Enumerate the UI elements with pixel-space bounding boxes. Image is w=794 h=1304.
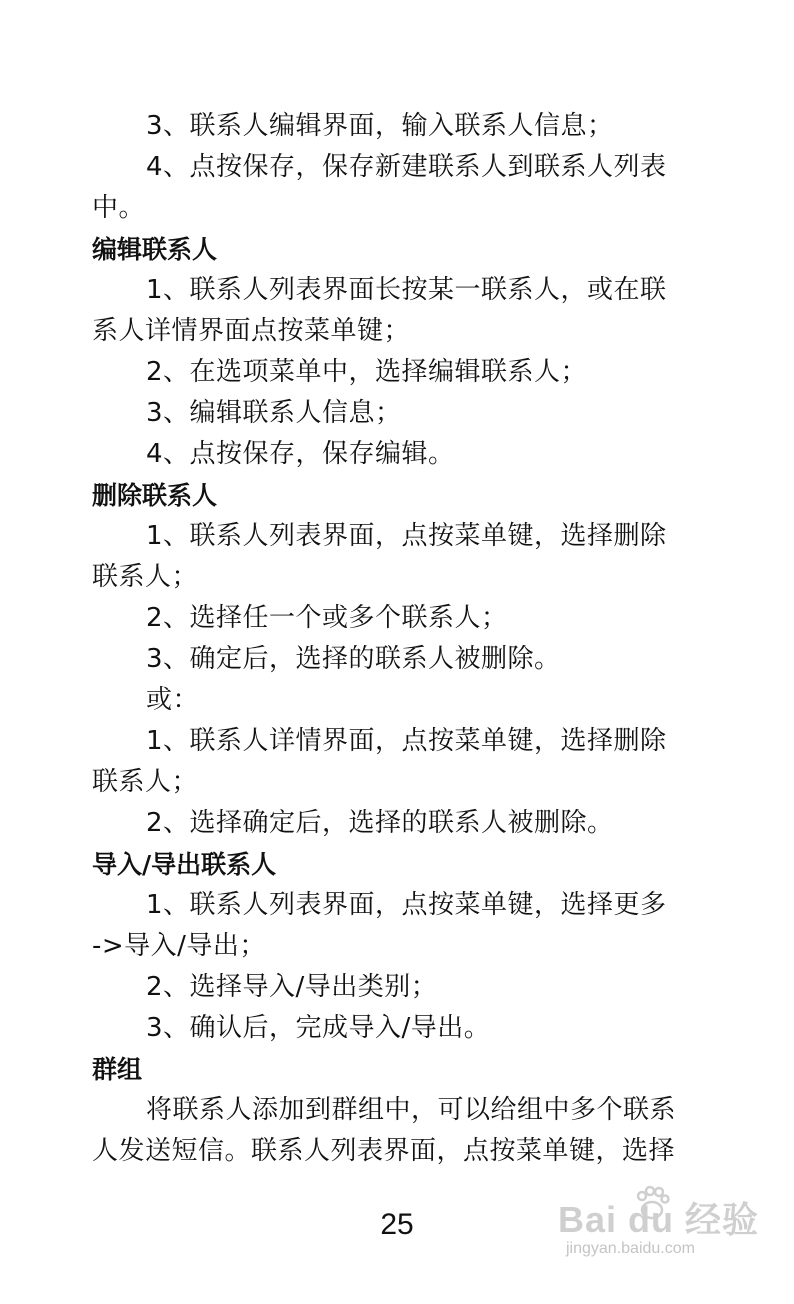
paragraph-line: 4、点按保存，保存新建联系人到联系人列表 bbox=[146, 152, 667, 182]
section-heading: 编辑联系人 bbox=[92, 235, 218, 264]
section-heading: 导入/导出联系人 bbox=[92, 850, 277, 879]
paragraph-line: 1、联系人列表界面，点按菜单键，选择更多 bbox=[146, 890, 667, 920]
paragraph-line: 2、选择确定后，选择的联系人被删除。 bbox=[146, 808, 614, 838]
paragraph-line: 2、选择任一个或多个联系人； bbox=[146, 603, 508, 633]
paragraph-line: 联系人； bbox=[92, 767, 199, 797]
paragraph-line: 3、确定后，选择的联系人被删除。 bbox=[146, 644, 561, 674]
paragraph-line: 4、点按保存，保存编辑。 bbox=[146, 439, 455, 469]
paragraph-line: 3、确认后，完成导入/导出。 bbox=[146, 1013, 491, 1043]
paragraph-line: 3、编辑联系人信息； bbox=[146, 398, 402, 428]
paragraph-line: 1、联系人详情界面，点按菜单键，选择删除 bbox=[146, 726, 667, 756]
page-body bbox=[92, 106, 698, 1172]
watermark-logo-text: Bai du 经验 bbox=[558, 1199, 760, 1240]
paragraph-line: 3、联系人编辑界面，输入联系人信息； bbox=[146, 111, 614, 141]
watermark-url: jingyan.baidu.com bbox=[566, 1240, 695, 1257]
paragraph-line: 2、选择导入/导出类别； bbox=[146, 972, 438, 1002]
paragraph-line: 或： bbox=[146, 685, 200, 715]
paragraph-line: 中。 bbox=[92, 193, 146, 223]
paragraph-line: 系人详情界面点按菜单键； bbox=[92, 316, 411, 346]
paragraph-line: 联系人； bbox=[92, 562, 199, 592]
paragraph-line: 1、联系人列表界面长按某一联系人，或在联 bbox=[146, 275, 667, 305]
baidu-jingyan-watermark bbox=[558, 1182, 758, 1282]
page-number: 25 bbox=[380, 1208, 414, 1241]
paragraph-line: 人发送短信。联系人列表界面，点按菜单键，选择 bbox=[92, 1136, 676, 1166]
paragraph-line: 将联系人添加到群组中，可以给组中多个联系 bbox=[146, 1095, 677, 1125]
section-heading: 删除联系人 bbox=[92, 481, 218, 510]
baidu-paw-icon bbox=[632, 1184, 672, 1224]
section-heading: 群组 bbox=[92, 1055, 143, 1084]
paragraph-line: 1、联系人列表界面，点按菜单键，选择删除 bbox=[146, 521, 667, 551]
paragraph-line: ->导入/导出； bbox=[92, 931, 266, 961]
paragraph-line: 2、在选项菜单中，选择编辑联系人； bbox=[146, 357, 588, 387]
